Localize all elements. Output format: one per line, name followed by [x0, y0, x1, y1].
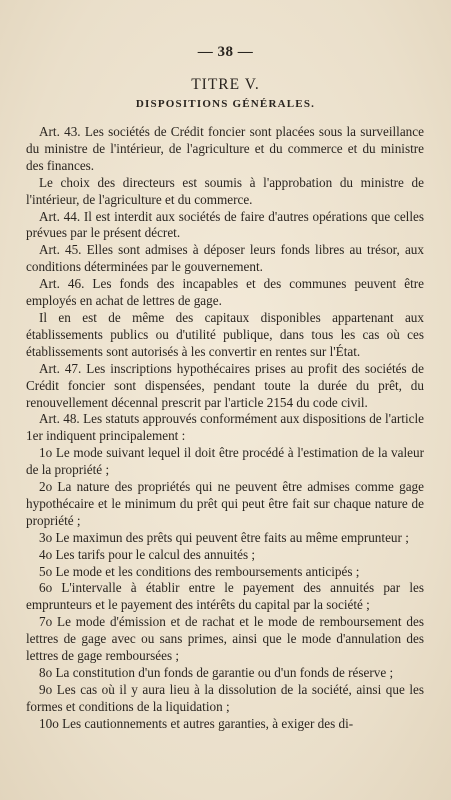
title-heading: TITRE V.: [191, 76, 260, 93]
list-item-3: 3o Le maximun des prêts qui peuvent être faits au même emprunteur ;: [39, 529, 409, 545]
body-text: [26, 124, 424, 733]
list-item-8: 8o La constitution d'un fonds de garantie ou d'un fonds de réserve ;: [39, 665, 394, 680]
paragraph-art-46: Art. 46. Les fonds des incapables et des communes peuvent être employés en achat de lettres de gage.: [26, 276, 424, 309]
list-item-7: 7o Le mode d'émission et de rachat et le mode de remboursement des lettres de gage avec ou sans primes, ainsi que le mode d'annulation des lettres de gage remboursées ;: [26, 614, 424, 664]
list-item-9: 9o Les cas où il y aura lieu à la dissolution de la société, ainsi que les formes et conditions de la liquidation ;: [26, 681, 424, 714]
paragraph-capitaux: Il en est de même des capitaux disponibles appartenant aux établissements publics ou d'utilité publique, dans tous les cas où ces établissements sont autorisés à les convertir en rentes sur l'État.: [26, 309, 424, 359]
section-heading: DISPOSITIONS GÉNÉRALES.: [135, 98, 316, 110]
paragraph-art-44: Art. 44. Il est interdit aux sociétés de faire d'autres opérations que celles prévues par le présent décret.: [26, 208, 424, 241]
paragraph-art-43: Art. 43. Les sociétés de Crédit foncier sont placées sous la surveillance du ministre de l'intérieur, de l'agriculture et du commerce et du ministre des finances.: [26, 124, 424, 173]
list-item-2: 2o La nature des propriétés qui ne peuvent être admises comme gage hypothécaire et le minimum du prêt qui peut être fait sur chaque nature de propriété ;: [26, 479, 424, 528]
list-item-4: 4o Les tarifs pour le calcul des annuités ;: [39, 546, 256, 562]
list-item-10: 10o Les cautionnements et autres garanties, à exiger des di-: [39, 715, 354, 731]
list-item-5: 5o Le mode et les conditions des remboursements anticipés ;: [39, 563, 360, 579]
paragraph-art-45: Art. 45. Elles sont admises à déposer leurs fonds libres au trésor, aux conditions déterminées par le gouvernement.: [26, 242, 424, 275]
paragraph-art-47: Art. 47. Les inscriptions hypothécaires prises au profit des sociétés de Crédit foncier sont dispensées, pendant toute la durée du prêt, du renouvellement décennal prescrit par l'article 2154 du code civil.: [26, 360, 424, 410]
list-item-6: 6o L'intervalle à établir entre le payement des annuités par les emprunteurs et le payement des intérêts du capital par la société ;: [26, 580, 424, 613]
paragraph-art-48: Art. 48. Les statuts approuvés conformément aux dispositions de l'article 1er indiquent principalement :: [26, 411, 424, 444]
list-item-1: 1o Le mode suivant lequel il doit être procédé à l'estimation de la valeur de la propriété ;: [26, 445, 424, 478]
paragraph-directeurs: Le choix des directeurs est soumis à l'approbation du ministre de l'intérieur, de l'agriculture et du commerce.: [26, 174, 424, 207]
page-number: — 38 —: [197, 44, 254, 60]
